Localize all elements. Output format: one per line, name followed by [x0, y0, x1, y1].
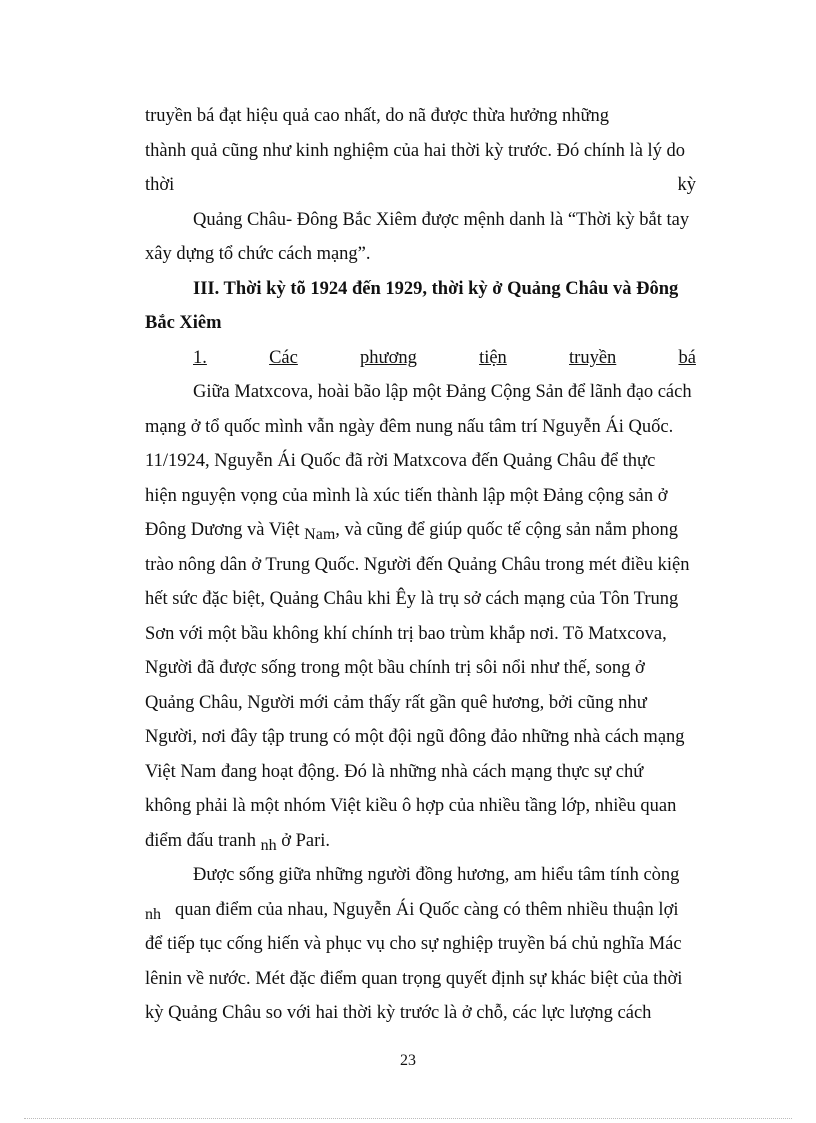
word: thời	[145, 175, 175, 195]
body-text-line: Người đã được sống trong một bầu chính trị sôi nổi như thế, song ở	[145, 658, 645, 678]
text-fragment: quan điểm của nhau, Nguyễn Ái Quốc càng có thêm nhiều thuận lợi	[175, 900, 679, 920]
text-fragment: điểm đấu tranh	[145, 831, 261, 851]
section-heading: III. Thời kỳ tõ 1924 đến 1929, thời kỳ ở Quảng Châu và Đông	[193, 279, 679, 299]
body-text-line-justified	[145, 173, 696, 197]
subscript-text: nh	[145, 906, 161, 923]
body-text-line: Việt Nam đang hoạt động. Đó là những nhà cách mạng thực sự chứ	[145, 762, 644, 782]
body-text-line: hết sức đặc biệt, Quảng Châu khi Êy là trụ sở cách mạng của Tôn Trung	[145, 589, 679, 609]
word: truyền	[569, 348, 617, 368]
text-fragment: Đông Dương và Việt	[145, 520, 305, 540]
body-text-line: truyền bá đạt hiệu quả cao nhất, do nã được thừa hưởng những	[145, 106, 609, 126]
body-text-line: Sơn với một bầu không khí chính trị bao trùm khắp nơi. Tõ Matxcova,	[145, 624, 667, 644]
body-text-line: kỳ Quảng Châu so với hai thời kỳ trước là ở chỗ, các lực lượng cách	[145, 1003, 652, 1023]
body-text-line: hiện nguyện vọng của mình là xúc tiến thành lập một Đảng cộng sản ở	[145, 486, 668, 506]
body-text-line: Quảng Châu- Đông Bắc Xiêm được mệnh danh là “Thời kỳ bắt tay	[193, 210, 690, 230]
word: kỳ	[677, 175, 696, 195]
body-text-line: lênin về nước. Mét đặc điểm quan trọng quyết định sự khác biệt của thời	[145, 969, 683, 989]
body-text-line: Được sống giữa những người đồng hương, am hiểu tâm tính còng	[193, 865, 680, 885]
body-text-line: Người, nơi đây tập trung có một đội ngũ đông đảo những nhà cách mạng	[145, 727, 685, 747]
body-text-line: mạng ở tổ quốc mình vẫn ngày đêm nung nấu tâm trí Nguyễn Ái Quốc.	[145, 417, 674, 437]
body-text-line: không phải là một nhóm Việt kiều ô hợp của nhiều tầng lớp, nhiều quan	[145, 796, 677, 816]
subsection-heading	[193, 346, 696, 370]
word: tiện	[479, 348, 507, 368]
page-bottom-divider	[24, 1118, 792, 1119]
body-text-line: để tiếp tục cống hiến và phục vụ cho sự nghiệp truyền bá chủ nghĩa Mác	[145, 934, 682, 954]
body-text-line: xây dựng tổ chức cách mạng”.	[145, 244, 371, 264]
word: Các	[269, 348, 298, 368]
body-text-line: 11/1924, Nguyễn Ái Quốc đã rời Matxcova đến Quảng Châu để thực	[145, 451, 656, 471]
page-number: 23	[400, 1052, 416, 1069]
word: phương	[360, 348, 417, 368]
body-text-line	[145, 829, 696, 854]
body-text-line	[145, 518, 696, 543]
section-heading-continuation: Bắc Xiêm	[145, 313, 222, 333]
word: bá	[678, 348, 696, 368]
body-text-line: thành quả cũng như kinh nghiệm của hai thời kỳ trước. Đó chính là lý do	[145, 141, 686, 161]
subscript-text: nh	[260, 837, 277, 854]
body-text-line: Quảng Châu, Người mới cảm thấy rất gần quê hương, bởi cũng như	[145, 693, 647, 713]
body-text-line: Giữa Matxcova, hoài bão lập một Đảng Cộng Sản để lãnh đạo cách	[193, 382, 692, 402]
body-text-line: trào nông dân ở Trung Quốc. Người đến Quảng Châu trong mét điều kiện	[145, 555, 690, 575]
subsection-number: 1.	[193, 348, 207, 368]
text-fragment: ở Pari.	[276, 831, 331, 851]
body-text-line	[145, 898, 696, 923]
text-fragment: , và cũng để giúp quốc tế cộng sản nắm phong	[335, 520, 678, 540]
subscript-text: Nam	[304, 526, 336, 543]
